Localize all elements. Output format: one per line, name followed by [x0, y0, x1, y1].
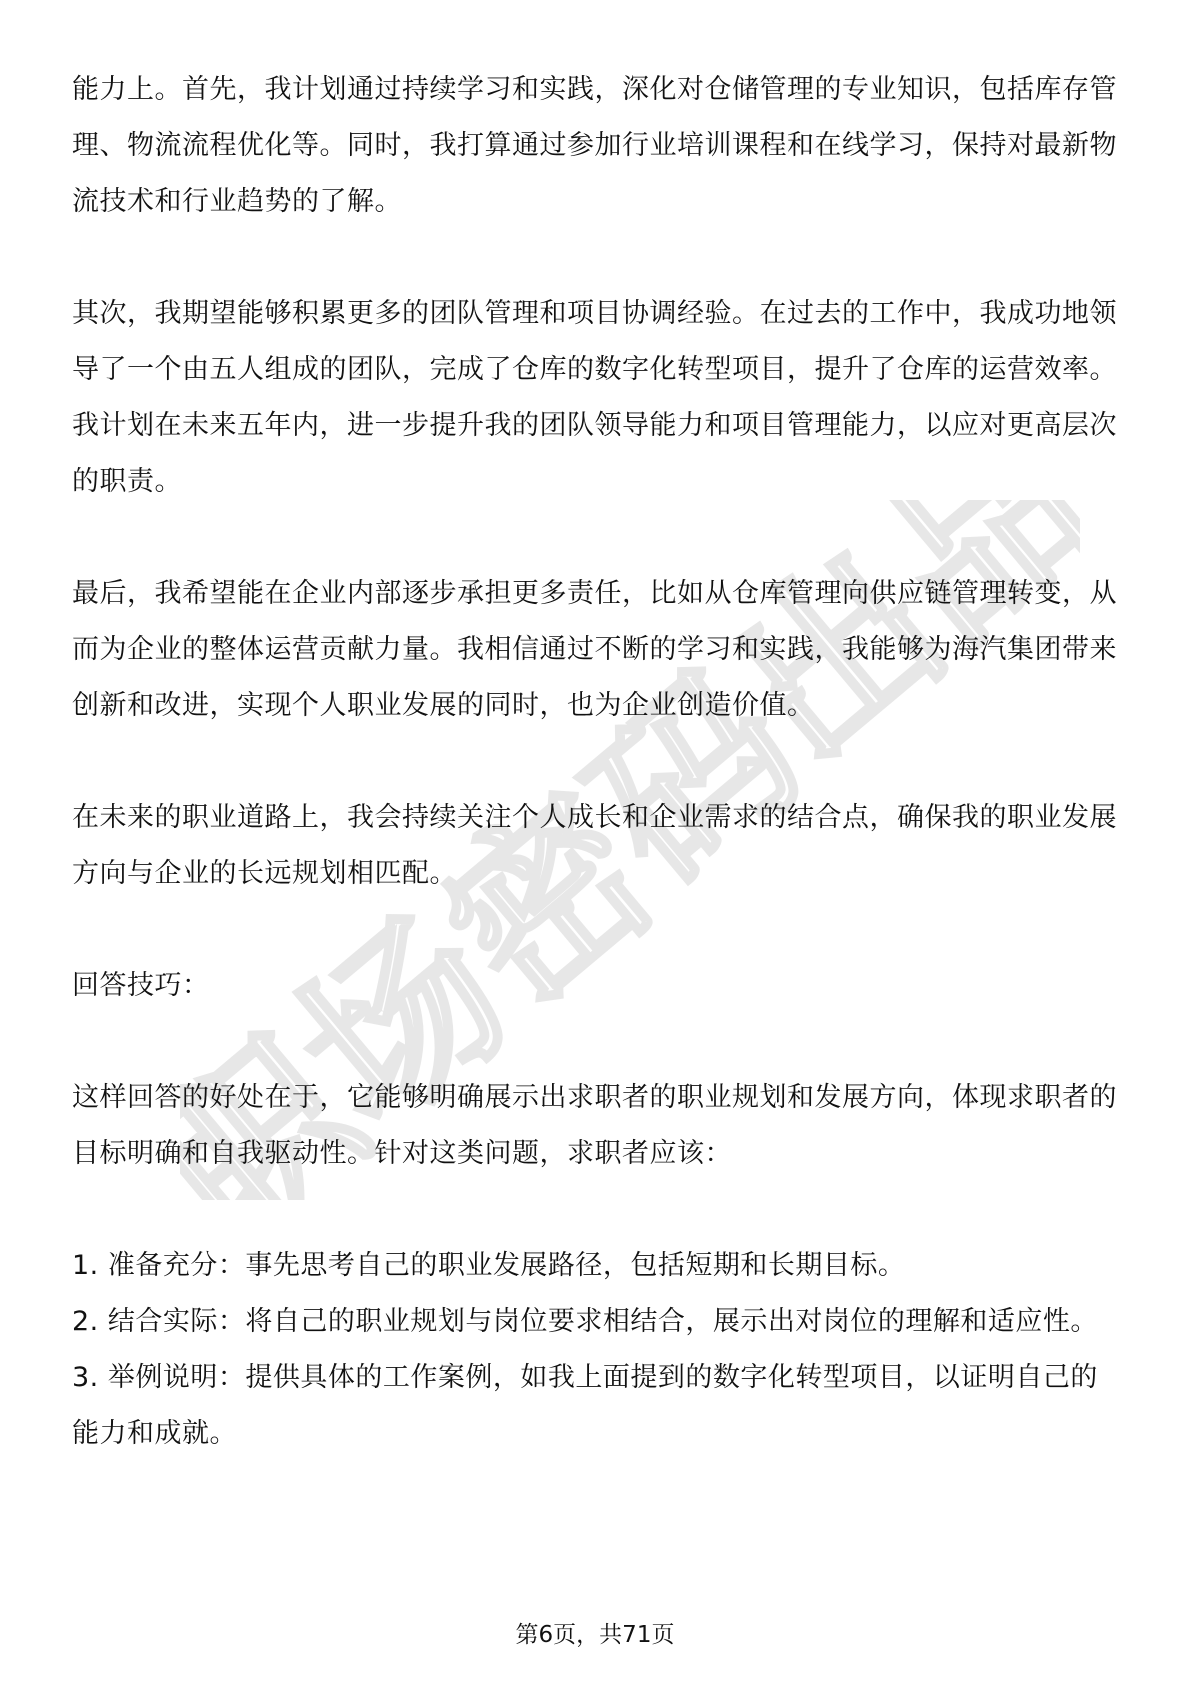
paragraph-tips-intro: 这样回答的好处在于，它能够明确展示出求职者的职业规划和发展方向，体现求职者的目标明确和自我驱动性。针对这类问题，求职者应该： [72, 1082, 1117, 1169]
section-heading-answer-tips: 回答技巧： [72, 970, 210, 1001]
page-number: 第6页，共71页 [515, 1622, 675, 1648]
paragraph-3: 最后，我希望能在企业内部逐步承担更多责任，比如从仓库管理向供应链管理转变，从而为企业的整体运营贡献力量。我相信通过不断的学习和实践，我能够为海汽集团带来创新和改进，实现个人职业发展的同时，也为企业创造价值。 [72, 578, 1117, 721]
paragraph-2: 其次，我期望能够积累更多的团队管理和项目协调经验。在过去的工作中，我成功地领导了一个由五人组成的团队，完成了仓库的数字化转型项目，提升了仓库的运营效率。我计划在未来五年内，进一步提升我的团队领导能力和项目管理能力，以应对更高层次的职责。 [72, 298, 1117, 497]
svg-text:职场密码出品: 职场密码出品 [180, 500, 1080, 1200]
document-body [72, 62, 1118, 1462]
tip-item-1: 1. 准备充分：事先思考自己的职业发展路径，包括短期和长期目标。 [72, 1250, 906, 1281]
paragraph-4: 在未来的职业道路上，我会持续关注个人成长和企业需求的结合点，确保我的职业发展方向与企业的长远规划相匹配。 [72, 802, 1117, 889]
tip-item-3: 3. 举例说明：提供具体的工作案例，如我上面提到的数字化转型项目，以证明自己的能力和成就。 [72, 1362, 1098, 1449]
paragraph-1: 能力上。首先，我计划通过持续学习和实践，深化对仓储管理的专业知识，包括库存管理、物流流程优化等。同时，我打算通过参加行业培训课程和在线学习，保持对最新物流技术和行业趋势的了解。 [72, 74, 1117, 217]
tip-item-2: 2. 结合实际：将自己的职业规划与岗位要求相结合，展示出对岗位的理解和适应性。 [72, 1306, 1098, 1337]
